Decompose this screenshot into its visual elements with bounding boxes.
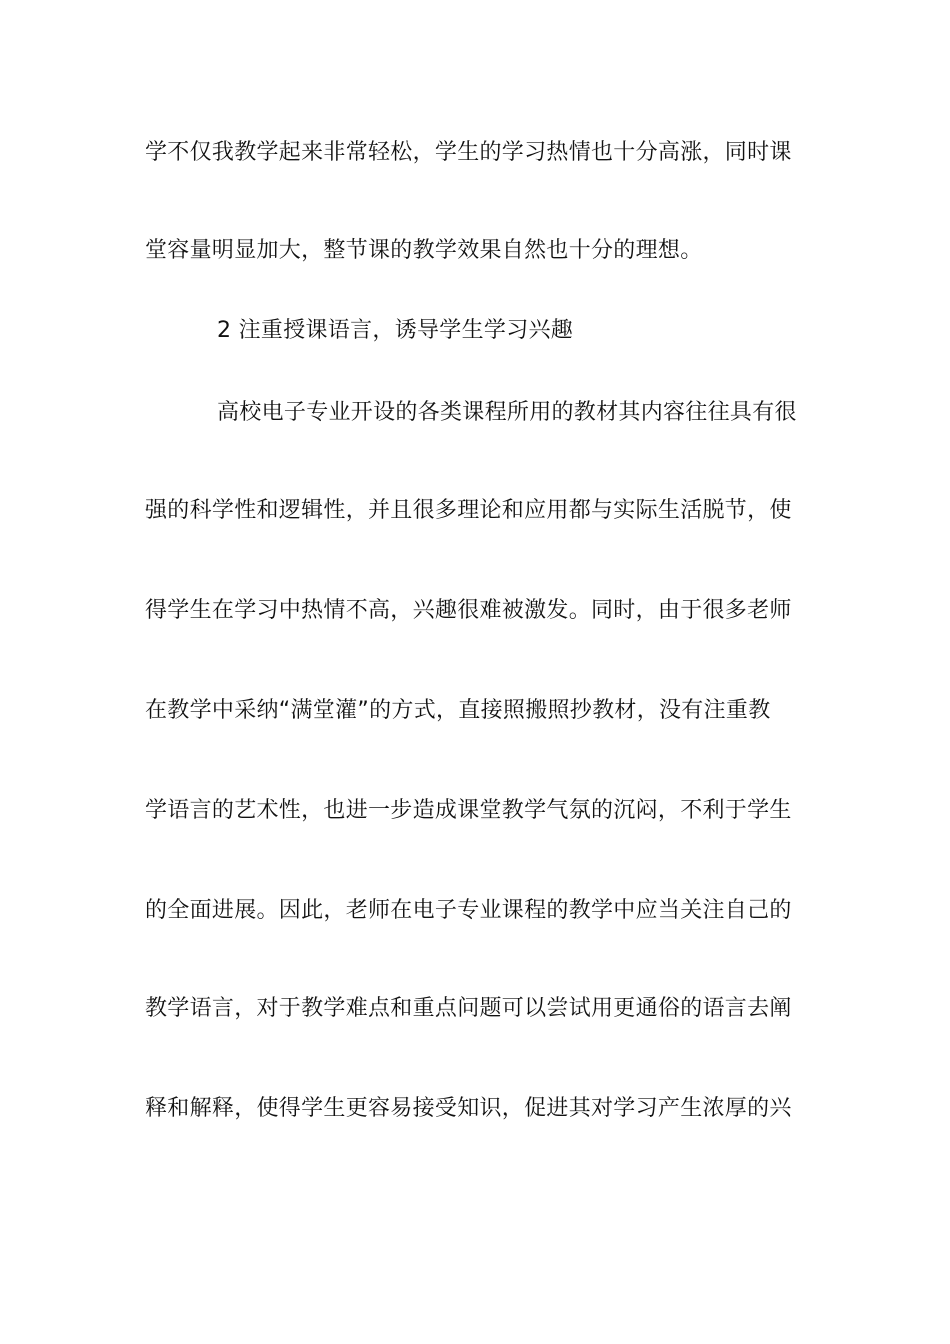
- paragraph-line-5: 学语言的艺术性，也进一步造成课堂教学气氛的沉闷，不利于学生: [145, 798, 792, 823]
- paragraph-line-6: 的全面进展。因此，老师在电子专业课程的教学中应当关注自己的: [145, 898, 792, 923]
- paragraph-line-3: 得学生在学习中热情不高，兴趣很难被激发。同时，由于很多老师: [145, 598, 792, 623]
- text-line-1: 学不仅我教学起来非常轻松，学生的学习热情也十分高涨，同时课: [145, 140, 792, 165]
- paragraph-line-2: 强的科学性和逻辑性，并且很多理论和应用都与实际生活脱节，使: [145, 498, 792, 523]
- text-line-2: 堂容量明显加大，整节课的教学效果自然也十分的理想。: [145, 238, 703, 263]
- paragraph-line-7: 教学语言，对于教学难点和重点问题可以尝试用更通俗的语言去阐: [145, 996, 792, 1021]
- paragraph-line-8: 释和解释，使得学生更容易接受知识，促进其对学习产生浓厚的兴: [145, 1096, 792, 1121]
- paragraph-line-4: 在教学中采纳“满堂灌”的方式，直接照搬照抄教材，没有注重教: [145, 698, 771, 723]
- section-heading: 2 注重授课语言，诱导学生学习兴趣: [217, 318, 574, 343]
- paragraph-line-1: 高校电子专业开设的各类课程所用的教材其内容往往具有很: [217, 400, 797, 425]
